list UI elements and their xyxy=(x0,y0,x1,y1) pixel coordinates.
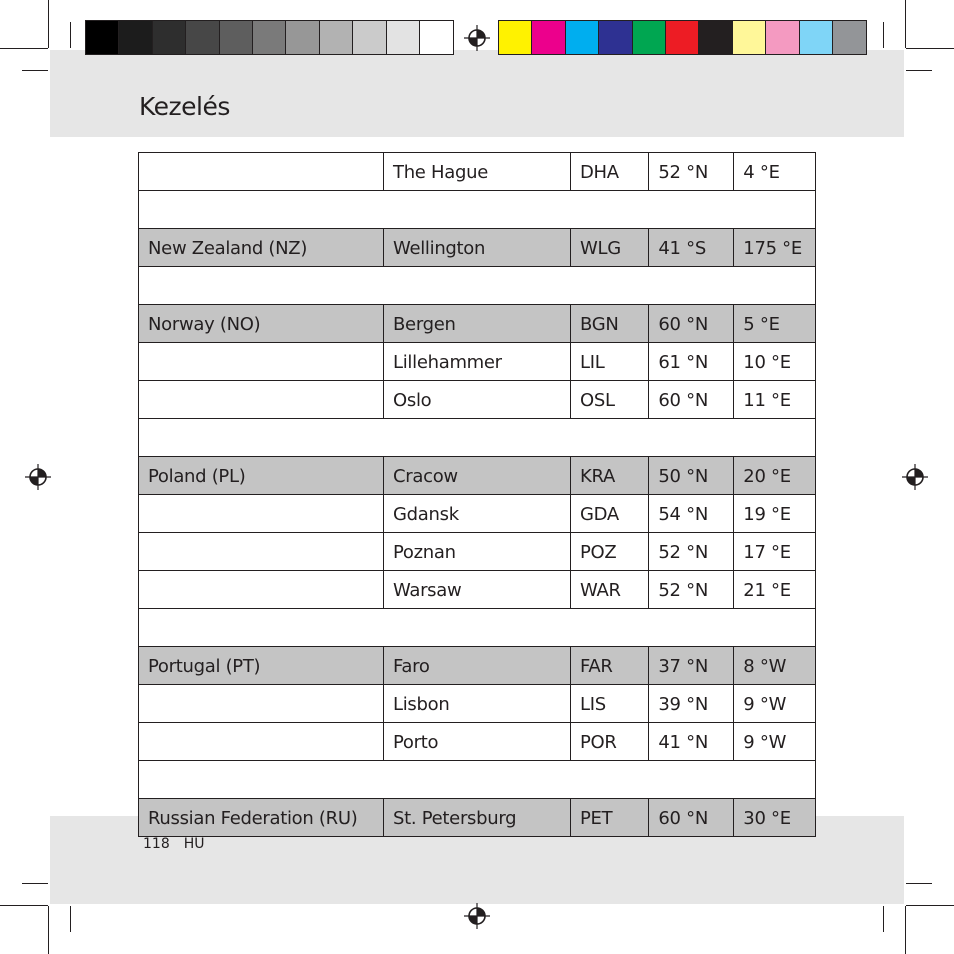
country-cell xyxy=(139,685,384,723)
longitude-cell: 20 °E xyxy=(734,457,816,495)
registration-mark-icon xyxy=(464,903,490,929)
code-cell: WAR xyxy=(570,571,648,609)
crop-mark-icon xyxy=(48,906,49,954)
color-swatch xyxy=(800,21,833,54)
grey-swatch xyxy=(253,21,286,54)
spacer-row xyxy=(139,761,816,799)
longitude-cell: 21 °E xyxy=(734,571,816,609)
color-swatch xyxy=(766,21,799,54)
crop-mark-icon xyxy=(70,22,71,48)
latitude-cell: 61 °N xyxy=(649,343,734,381)
crop-mark-icon xyxy=(70,906,71,932)
spacer-cell xyxy=(139,761,816,799)
country-cell: Portugal (PT) xyxy=(139,647,384,685)
code-cell: POR xyxy=(570,723,648,761)
country-cell xyxy=(139,533,384,571)
table-row xyxy=(139,457,816,495)
longitude-cell: 175 °E xyxy=(734,229,816,267)
code-cell: GDA xyxy=(570,495,648,533)
city-cell: Cracow xyxy=(384,457,571,495)
longitude-cell: 11 °E xyxy=(734,381,816,419)
code-cell: OSL xyxy=(570,381,648,419)
table-row xyxy=(139,647,816,685)
latitude-cell: 52 °N xyxy=(649,571,734,609)
latitude-cell: 41 °S xyxy=(649,229,734,267)
table-row xyxy=(139,343,816,381)
latitude-cell: 60 °N xyxy=(649,799,734,837)
grey-swatch xyxy=(353,21,386,54)
latitude-cell: 52 °N xyxy=(649,533,734,571)
longitude-cell: 10 °E xyxy=(734,343,816,381)
grey-swatch xyxy=(320,21,353,54)
country-cell xyxy=(139,723,384,761)
longitude-cell: 30 °E xyxy=(734,799,816,837)
grey-swatch xyxy=(186,21,219,54)
country-cell xyxy=(139,153,384,191)
registration-mark-icon xyxy=(464,25,490,51)
color-swatch xyxy=(532,21,565,54)
city-cell: The Hague xyxy=(384,153,571,191)
code-cell: DHA xyxy=(570,153,648,191)
page-title: Kezelés xyxy=(139,92,230,121)
latitude-cell: 41 °N xyxy=(649,723,734,761)
grey-swatch xyxy=(153,21,186,54)
crop-mark-icon xyxy=(0,905,48,906)
country-cell: Poland (PL) xyxy=(139,457,384,495)
grey-swatch xyxy=(119,21,152,54)
city-cell: Oslo xyxy=(384,381,571,419)
latitude-cell: 60 °N xyxy=(649,305,734,343)
table-row xyxy=(139,495,816,533)
country-cell xyxy=(139,571,384,609)
grey-swatch xyxy=(286,21,319,54)
latitude-cell: 54 °N xyxy=(649,495,734,533)
spacer-row xyxy=(139,419,816,457)
spacer-row xyxy=(139,267,816,305)
longitude-cell: 19 °E xyxy=(734,495,816,533)
crop-mark-icon xyxy=(0,48,48,49)
crop-mark-icon xyxy=(905,0,906,48)
grey-swatch xyxy=(420,21,453,54)
crop-mark-icon xyxy=(22,883,48,884)
color-swatch xyxy=(666,21,699,54)
longitude-cell: 5 °E xyxy=(734,305,816,343)
city-cell: Lillehammer xyxy=(384,343,571,381)
color-calibration-bar xyxy=(498,20,867,55)
longitude-cell: 8 °W xyxy=(734,647,816,685)
registration-mark-icon xyxy=(25,464,51,490)
code-cell: LIS xyxy=(570,685,648,723)
color-swatch xyxy=(633,21,666,54)
table-row xyxy=(139,153,816,191)
spacer-cell xyxy=(139,609,816,647)
city-cell: Faro xyxy=(384,647,571,685)
latitude-cell: 50 °N xyxy=(649,457,734,495)
grayscale-calibration-bar xyxy=(85,20,454,55)
crop-mark-icon xyxy=(22,70,48,71)
city-cell: Lisbon xyxy=(384,685,571,723)
longitude-cell: 17 °E xyxy=(734,533,816,571)
code-cell: PET xyxy=(570,799,648,837)
spacer-cell xyxy=(139,419,816,457)
spacer-row xyxy=(139,191,816,229)
city-cell: Wellington xyxy=(384,229,571,267)
crop-mark-icon xyxy=(906,883,932,884)
country-cell xyxy=(139,381,384,419)
code-cell: LIL xyxy=(570,343,648,381)
color-swatch xyxy=(733,21,766,54)
table-row xyxy=(139,229,816,267)
crop-mark-icon xyxy=(883,22,884,48)
table-row xyxy=(139,723,816,761)
city-cell: Poznan xyxy=(384,533,571,571)
latitude-cell: 39 °N xyxy=(649,685,734,723)
longitude-cell: 9 °W xyxy=(734,685,816,723)
color-swatch xyxy=(599,21,632,54)
table-row xyxy=(139,381,816,419)
spacer-row xyxy=(139,609,816,647)
city-cell: Gdansk xyxy=(384,495,571,533)
country-cell xyxy=(139,343,384,381)
spacer-cell xyxy=(139,267,816,305)
color-swatch xyxy=(699,21,732,54)
country-cell xyxy=(139,495,384,533)
crop-mark-icon xyxy=(906,905,954,906)
page-footer xyxy=(143,836,205,852)
grey-swatch xyxy=(220,21,253,54)
color-swatch xyxy=(499,21,532,54)
table-row xyxy=(139,571,816,609)
code-cell: WLG xyxy=(570,229,648,267)
city-cell: Porto xyxy=(384,723,571,761)
latitude-cell: 60 °N xyxy=(649,381,734,419)
grey-swatch xyxy=(387,21,420,54)
color-swatch xyxy=(566,21,599,54)
table-row xyxy=(139,305,816,343)
page-number: 118 xyxy=(143,836,170,852)
crop-mark-icon xyxy=(905,906,906,954)
country-cell: New Zealand (NZ) xyxy=(139,229,384,267)
country-cell: Norway (NO) xyxy=(139,305,384,343)
code-cell: POZ xyxy=(570,533,648,571)
city-cell: Bergen xyxy=(384,305,571,343)
latitude-cell: 37 °N xyxy=(649,647,734,685)
crop-mark-icon xyxy=(906,48,954,49)
city-cell: St. Petersburg xyxy=(384,799,571,837)
color-swatch xyxy=(833,21,866,54)
grey-swatch xyxy=(86,21,119,54)
table-row xyxy=(139,685,816,723)
country-cell: Russian Federation (RU) xyxy=(139,799,384,837)
code-cell: BGN xyxy=(570,305,648,343)
longitude-cell: 9 °W xyxy=(734,723,816,761)
city-table xyxy=(138,152,816,837)
registration-mark-icon xyxy=(902,464,928,490)
crop-mark-icon xyxy=(906,70,932,71)
table-row xyxy=(139,533,816,571)
crop-mark-icon xyxy=(883,906,884,932)
longitude-cell: 4 °E xyxy=(734,153,816,191)
latitude-cell: 52 °N xyxy=(649,153,734,191)
language-code: HU xyxy=(183,836,205,852)
code-cell: FAR xyxy=(570,647,648,685)
code-cell: KRA xyxy=(570,457,648,495)
crop-mark-icon xyxy=(48,0,49,48)
table-row xyxy=(139,799,816,837)
spacer-cell xyxy=(139,191,816,229)
city-cell: Warsaw xyxy=(384,571,571,609)
